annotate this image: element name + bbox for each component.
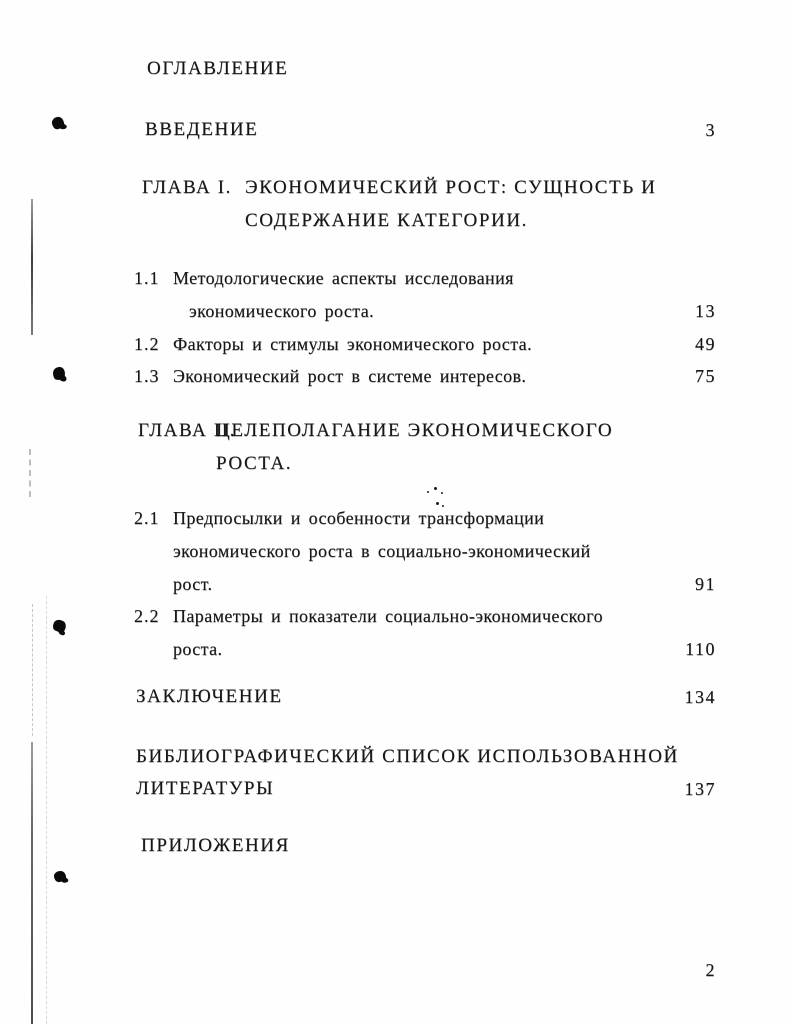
section-1-3-number: 1.3 [134,366,160,386]
page-ref-2-1: 91 [695,574,716,594]
chapter2-label: ГЛАВА II. [138,420,236,441]
chapter1-title-line1: ЭКОНОМИЧЕСКИЙ РОСТ: СУЩНОСТЬ И [245,177,657,198]
section-2-2-line1: Параметры и показатели социально-экономического [173,606,604,626]
section-2-1-line1: Предпосылки и особенности трансформации [173,508,545,528]
scan-line-ticks [29,449,31,497]
section-1-1-number: 1.1 [134,268,160,288]
chapter2-title-line2: РОСТА. [216,453,293,474]
page-ref-introduction: 3 [705,120,716,140]
section-1-1-line1: Методологические аспекты исследования [173,268,514,288]
ink-blob-upper-middle [52,366,65,380]
page-ref-1-1: 13 [695,301,716,321]
chapter1-label: ГЛАВА I. [142,177,232,198]
page-ref-1-3: 75 [695,366,716,386]
ink-speck-cluster [423,486,451,512]
ink-blob-bottom [54,871,67,883]
toc-entry-bibliography-line2: ЛИТЕРАТУРЫ [136,778,275,799]
section-1-1-line2: экономического роста. [189,301,375,321]
scan-line-faint-dashed [46,596,47,1024]
toc-entry-conclusion: ЗАКЛЮЧЕНИЕ [136,686,283,707]
page-ref-1-2: 49 [695,334,716,354]
section-2-1-line2: экономического роста в социально-экономический [173,541,591,561]
ink-blob-top [51,116,65,130]
ink-blob-lower-middle [51,618,68,635]
scan-line-lower [31,742,33,1024]
scan-line-middle-dashed [32,604,33,736]
chapter1-title-line2: СОДЕРЖАНИЕ КАТЕГОРИИ. [245,210,528,231]
section-2-1-number: 2.1 [134,508,160,528]
scan-line-upper [31,199,33,335]
toc-entry-bibliography-line1: БИБЛИОГРАФИЧЕСКИЙ СПИСОК ИСПОЛЬЗОВАННОЙ [136,746,679,767]
page-title: ОГЛАВЛЕНИЕ [147,58,289,79]
toc-entry-appendices: ПРИЛОЖЕНИЯ [141,835,290,856]
page-ref-2-2: 110 [685,639,716,659]
section-1-2-line1: Факторы и стимулы экономического роста. [173,334,532,354]
page-number: 2 [705,960,716,980]
chapter2-title-line1: ЦЕЛЕПОЛАГАНИЕ ЭКОНОМИЧЕСКОГО [216,420,614,441]
page-ref-conclusion: 134 [684,687,716,707]
section-1-3-line1: Экономический рост в системе интересов. [173,366,527,386]
section-2-1-line3: рост. [173,574,213,594]
section-2-2-line2: роста. [173,639,223,659]
toc-entry-introduction: ВВЕДЕНИЕ [145,119,259,140]
section-2-2-number: 2.2 [134,606,160,626]
section-1-2-number: 1.2 [134,334,160,354]
page-ref-bibliography: 137 [684,779,716,799]
